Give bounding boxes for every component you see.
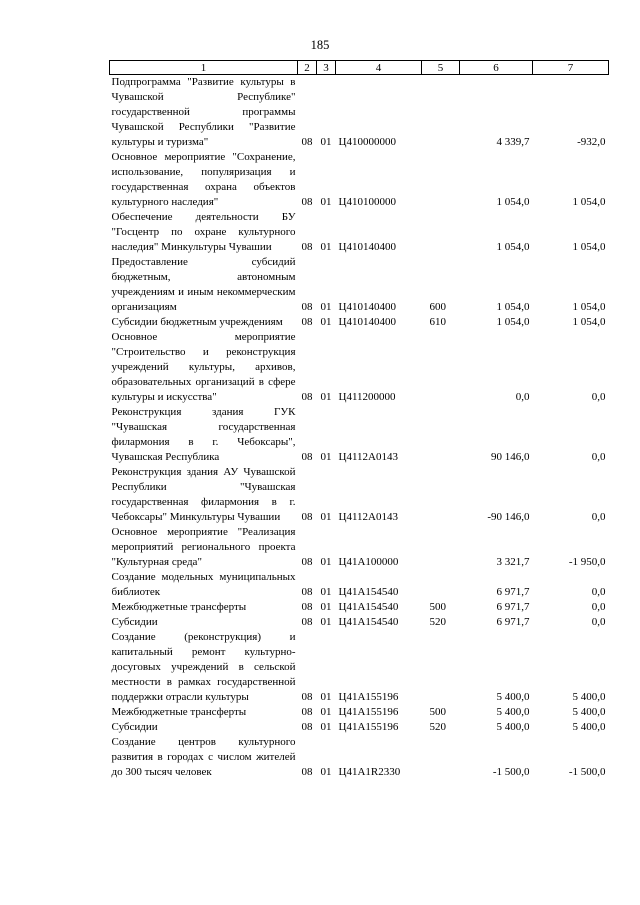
row-subsection: 01	[320, 391, 332, 403]
row-amount-1: 1 054,0	[496, 301, 530, 313]
row-expense-type	[422, 75, 460, 151]
row-section: 08	[301, 241, 313, 253]
header-cell-5: 5	[422, 61, 460, 75]
row-expense-type	[422, 210, 460, 255]
row-subsection: 01	[320, 706, 332, 718]
row-subsection: 01	[320, 586, 332, 598]
row-name: Основное мероприятие "Строительство и реконструкция учреждений культуры, архивов, образовательных организаций в сфере культуры и искусства"	[111, 331, 296, 403]
row-expense-type	[422, 405, 460, 465]
row-name: Субсидии бюджетным учреждениям	[111, 316, 283, 328]
row-subsection: 01	[320, 136, 332, 148]
row-section: 08	[301, 601, 313, 613]
row-amount-1: 5 400,0	[496, 706, 530, 718]
row-subsection: 01	[320, 616, 332, 628]
row-code: Ц4112А0143	[338, 451, 398, 463]
row-amount-2: 1 054,0	[572, 196, 606, 208]
row-subsection: 01	[320, 691, 332, 703]
row-code: Ц41А155196	[338, 706, 399, 718]
table-row	[110, 600, 609, 615]
table-row	[110, 465, 609, 525]
row-code: Ц4112А0143	[338, 511, 398, 523]
table-row	[110, 255, 609, 315]
row-amount-1: 3 321,7	[496, 556, 530, 568]
row-section: 08	[301, 391, 313, 403]
row-subsection: 01	[320, 556, 332, 568]
row-subsection: 01	[320, 241, 332, 253]
header-cell-6: 6	[460, 61, 533, 75]
row-section: 08	[301, 196, 313, 208]
row-code: Ц41А154540	[338, 601, 399, 613]
row-amount-2: 0,0	[591, 511, 606, 523]
row-name: Реконструкция здания ГУК "Чувашская государственная филармония в г. Чебоксары", Чувашская Республика	[111, 406, 296, 463]
row-amount-2: -932,0	[577, 136, 606, 148]
table-row	[110, 615, 609, 630]
row-code: Ц410140400	[338, 241, 396, 253]
header-cell-1: 1	[110, 61, 298, 75]
row-amount-1: 5 400,0	[496, 721, 530, 733]
row-amount-2: 5 400,0	[572, 691, 606, 703]
row-expense-type	[422, 570, 460, 600]
row-code: Ц410000000	[338, 136, 396, 148]
row-subsection: 01	[320, 316, 332, 328]
row-section: 08	[301, 511, 313, 523]
row-code: Ц41А154540	[338, 586, 399, 598]
row-expense-type	[422, 630, 460, 705]
table-row	[110, 570, 609, 600]
row-code: Ц41А155196	[338, 691, 399, 703]
table-body	[110, 75, 609, 781]
row-name: Создание центров культурного развития в городах с числом жителей до 300 тысяч человек	[111, 736, 296, 778]
row-amount-2: 0,0	[591, 601, 606, 613]
row-code: Ц410100000	[338, 196, 396, 208]
row-amount-2: 0,0	[591, 451, 606, 463]
table-row	[110, 525, 609, 570]
row-expense-type	[422, 735, 460, 780]
row-subsection: 01	[320, 196, 332, 208]
row-amount-2: -1 500,0	[568, 766, 606, 778]
row-expense-type	[422, 525, 460, 570]
header-row	[110, 61, 609, 75]
row-expense-type	[422, 150, 460, 210]
row-expense-type	[422, 465, 460, 525]
row-amount-2: 0,0	[591, 391, 606, 403]
row-code: Ц41А154540	[338, 616, 399, 628]
row-code: Ц411200000	[338, 391, 396, 403]
row-amount-2: 1 054,0	[572, 301, 606, 313]
table-row	[110, 720, 609, 735]
row-expense-type: 520	[429, 616, 446, 628]
row-section: 08	[301, 316, 313, 328]
row-expense-type: 500	[429, 601, 446, 613]
row-name: Создание (реконструкция) и капитальный ремонт культурно-досуговых учреждений в сельской местности в рамках государственной поддержки отрасли культуры	[111, 631, 296, 703]
row-amount-1: -1 500,0	[492, 766, 530, 778]
row-amount-1: 90 146,0	[491, 451, 530, 463]
row-section: 08	[301, 616, 313, 628]
page-number: 185	[310, 38, 330, 52]
row-section: 08	[301, 556, 313, 568]
table-row	[110, 630, 609, 705]
row-amount-1: 6 971,7	[496, 586, 530, 598]
row-subsection: 01	[320, 766, 332, 778]
table-row	[110, 315, 609, 330]
row-code: Ц41А155196	[338, 721, 399, 733]
row-subsection: 01	[320, 511, 332, 523]
row-code: Ц41А100000	[338, 556, 399, 568]
row-name: Субсидии	[111, 721, 158, 733]
table-row	[110, 210, 609, 255]
header-cell-7: 7	[533, 61, 609, 75]
row-code: Ц41А1R2330	[338, 766, 401, 778]
row-section: 08	[301, 766, 313, 778]
table-row	[110, 735, 609, 780]
row-amount-2: 1 054,0	[572, 316, 606, 328]
row-subsection: 01	[320, 721, 332, 733]
row-amount-1: 0,0	[515, 391, 530, 403]
row-amount-1: 6 971,7	[496, 616, 530, 628]
row-section: 08	[301, 451, 313, 463]
row-section: 08	[301, 586, 313, 598]
row-name: Субсидии	[111, 616, 158, 628]
header-cell-4: 4	[336, 61, 422, 75]
row-name: Межбюджетные трансферты	[111, 706, 247, 718]
row-name: Подпрограмма "Развитие культуры в Чувашской Республике" государственной программы Чувашской Республики "Развитие культуры и туризма"	[111, 76, 296, 148]
row-section: 08	[301, 691, 313, 703]
row-expense-type: 610	[429, 316, 446, 328]
budget-table	[109, 60, 609, 780]
table-row	[110, 150, 609, 210]
row-code: Ц410140400	[338, 316, 396, 328]
header-cell-3: 3	[317, 61, 336, 75]
row-name: Межбюджетные трансферты	[111, 601, 247, 613]
row-name: Обеспечение деятельности БУ "Госцентр по охране культурного наследия" Минкультуры Чувашии	[111, 211, 296, 253]
row-expense-type: 520	[429, 721, 446, 733]
row-amount-1: 1 054,0	[496, 196, 530, 208]
row-amount-2: 0,0	[591, 586, 606, 598]
row-name: Основное мероприятие "Реализация мероприятий регионального проекта "Культурная среда"	[111, 526, 296, 568]
row-amount-1: 6 971,7	[496, 601, 530, 613]
row-amount-2: 5 400,0	[572, 721, 606, 733]
row-code: Ц410140400	[338, 301, 396, 313]
row-expense-type: 500	[429, 706, 446, 718]
row-subsection: 01	[320, 301, 332, 313]
row-name: Реконструкция здания АУ Чувашской Республики "Чувашская государственная филармония в г. Чебоксары" Минкультуры Чувашии	[111, 466, 296, 523]
row-amount-2: -1 950,0	[568, 556, 606, 568]
row-amount-2: 1 054,0	[572, 241, 606, 253]
row-amount-1: -90 146,0	[487, 511, 530, 523]
row-subsection: 01	[320, 451, 332, 463]
row-amount-2: 0,0	[591, 616, 606, 628]
row-amount-1: 5 400,0	[496, 691, 530, 703]
table-row	[110, 705, 609, 720]
table-row	[110, 75, 609, 151]
row-name: Предоставление субсидий бюджетным, автономным учреждениям и иным некоммерческим организациям	[111, 256, 296, 313]
row-name: Создание модельных муниципальных библиотек	[111, 571, 296, 598]
table-header	[110, 61, 609, 75]
table-row	[110, 330, 609, 405]
header-cell-2: 2	[298, 61, 317, 75]
row-amount-1: 1 054,0	[496, 316, 530, 328]
row-section: 08	[301, 136, 313, 148]
table-row	[110, 405, 609, 465]
row-section: 08	[301, 706, 313, 718]
row-name: Основное мероприятие "Сохранение, использование, популяризация и государственная охрана объектов культурного наследия"	[111, 151, 296, 208]
row-subsection: 01	[320, 601, 332, 613]
row-amount-1: 1 054,0	[496, 241, 530, 253]
row-expense-type: 600	[429, 301, 446, 313]
row-section: 08	[301, 301, 313, 313]
row-expense-type	[422, 330, 460, 405]
row-amount-2: 5 400,0	[572, 706, 606, 718]
row-amount-1: 4 339,7	[496, 136, 530, 148]
row-section: 08	[301, 721, 313, 733]
